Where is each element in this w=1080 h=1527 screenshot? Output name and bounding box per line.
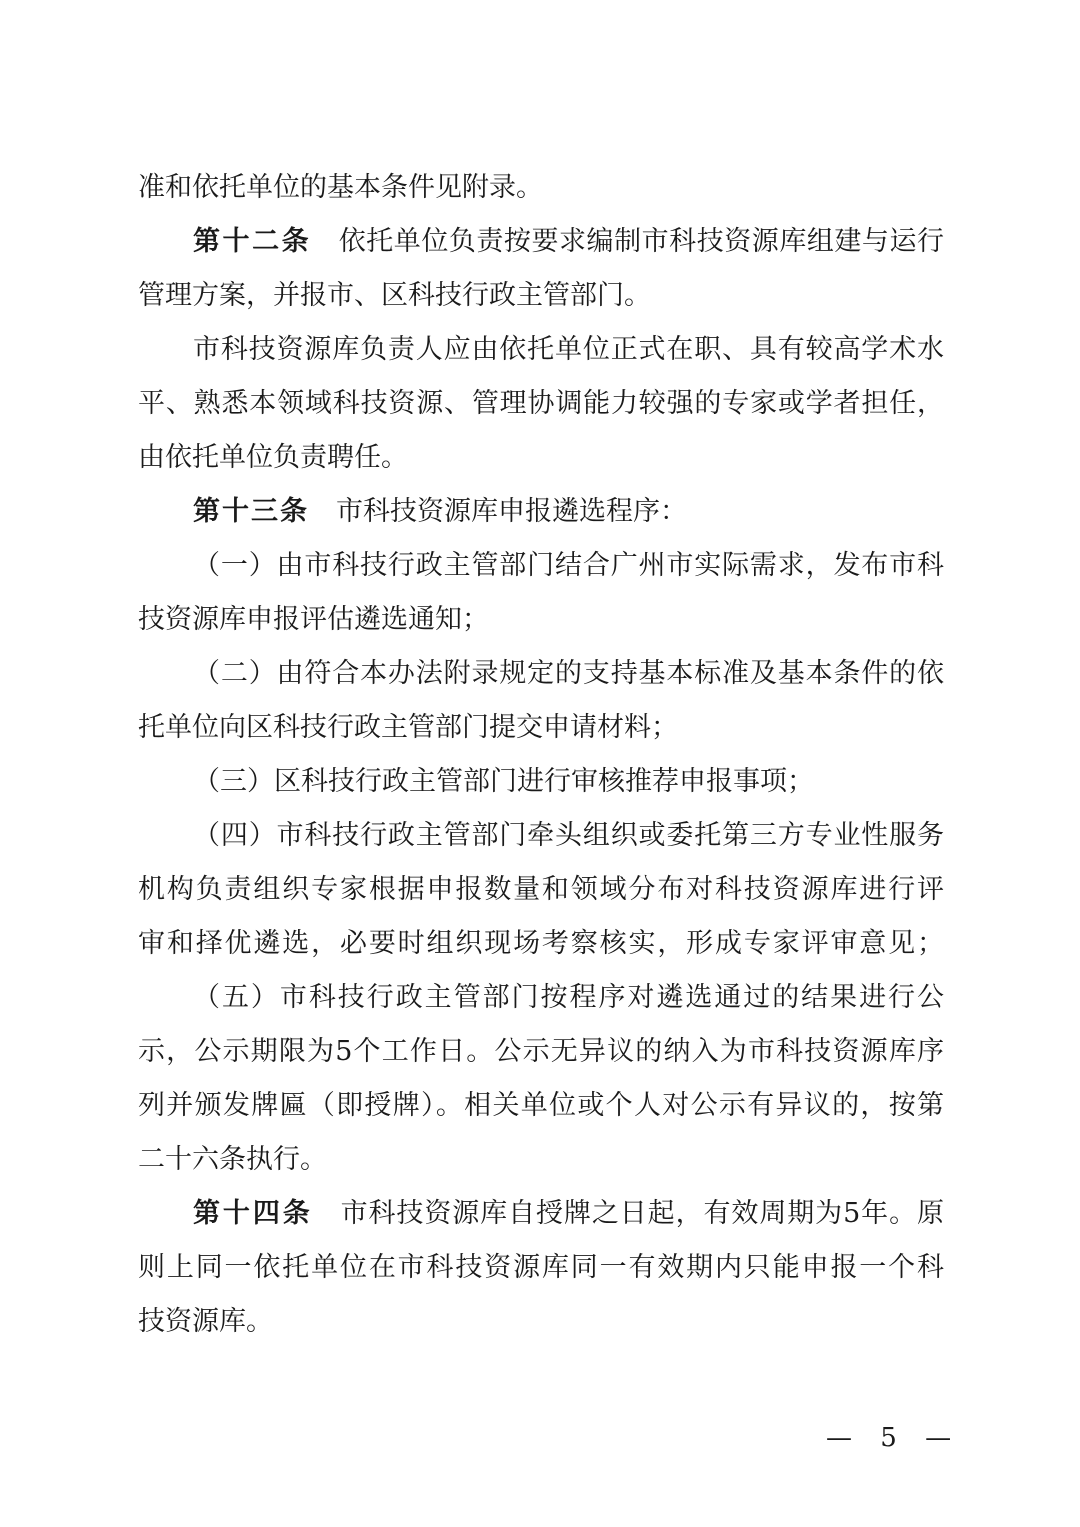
- text-line: （二）由符合本办法附录规定的支持基本标准及基本条件的依: [193, 658, 944, 689]
- article-line: 第十三条 市科技资源库申报遴选程序：: [193, 496, 687, 527]
- article-line: 第十四条 市科技资源库自授牌之日起，有效周期为5年。原: [193, 1198, 945, 1229]
- text-line: 准和依托单位的基本条件见附录。: [138, 172, 543, 203]
- text-line: 托单位向区科技行政主管部门提交申请材料；: [138, 712, 678, 743]
- text-line: 列并颁发牌匾（即授牌）。相关单位或个人对公示有异议的，按第: [138, 1090, 944, 1121]
- article-heading: 第十四条: [193, 1198, 313, 1229]
- text-line: 则上同一依托单位在市科技资源库同一有效期内只能申报一个科: [138, 1252, 944, 1283]
- text-line: （四）市科技行政主管部门牵头组织或委托第三方专业性服务: [193, 820, 944, 851]
- text-line: 市科技资源库负责人应由依托单位正式在职、具有较高学术水: [193, 334, 944, 365]
- text-line: 机构负责组织专家根据申报数量和领域分布对科技资源库进行评: [138, 874, 944, 905]
- text-line: 技资源库申报评估遴选通知；: [138, 604, 489, 635]
- text-line: （三）区科技行政主管部门进行审核推荐申报事项；: [193, 766, 814, 797]
- text-line: 管理方案，并报市、区科技行政主管部门。: [138, 280, 651, 311]
- text-line: 由依托单位负责聘任。: [138, 442, 408, 473]
- text-line: （五）市科技行政主管部门按程序对遴选通过的结果进行公: [193, 982, 944, 1013]
- article-line: 第十二条 依托单位负责按要求编制市科技资源库组建与运行: [193, 226, 945, 257]
- text-line: 示，公示期限为5个工作日。公示无异议的纳入为市科技资源库序: [138, 1036, 944, 1067]
- text-line: （一）由市科技行政主管部门结合广州市实际需求，发布市科: [193, 550, 944, 581]
- article-heading: 第十三条: [193, 496, 309, 527]
- text-line: 平、熟悉本领域科技资源、管理协调能力较强的专家或学者担任，: [138, 388, 944, 419]
- page-number: — 5 —: [826, 1423, 962, 1453]
- text-line: 二十六条执行。: [138, 1144, 327, 1175]
- article-heading: 第十二条: [193, 226, 312, 257]
- text-line: 技资源库。: [138, 1306, 273, 1337]
- text-line: 审和择优遴选，必要时组织现场考察核实，形成专家评审意见；: [138, 928, 944, 959]
